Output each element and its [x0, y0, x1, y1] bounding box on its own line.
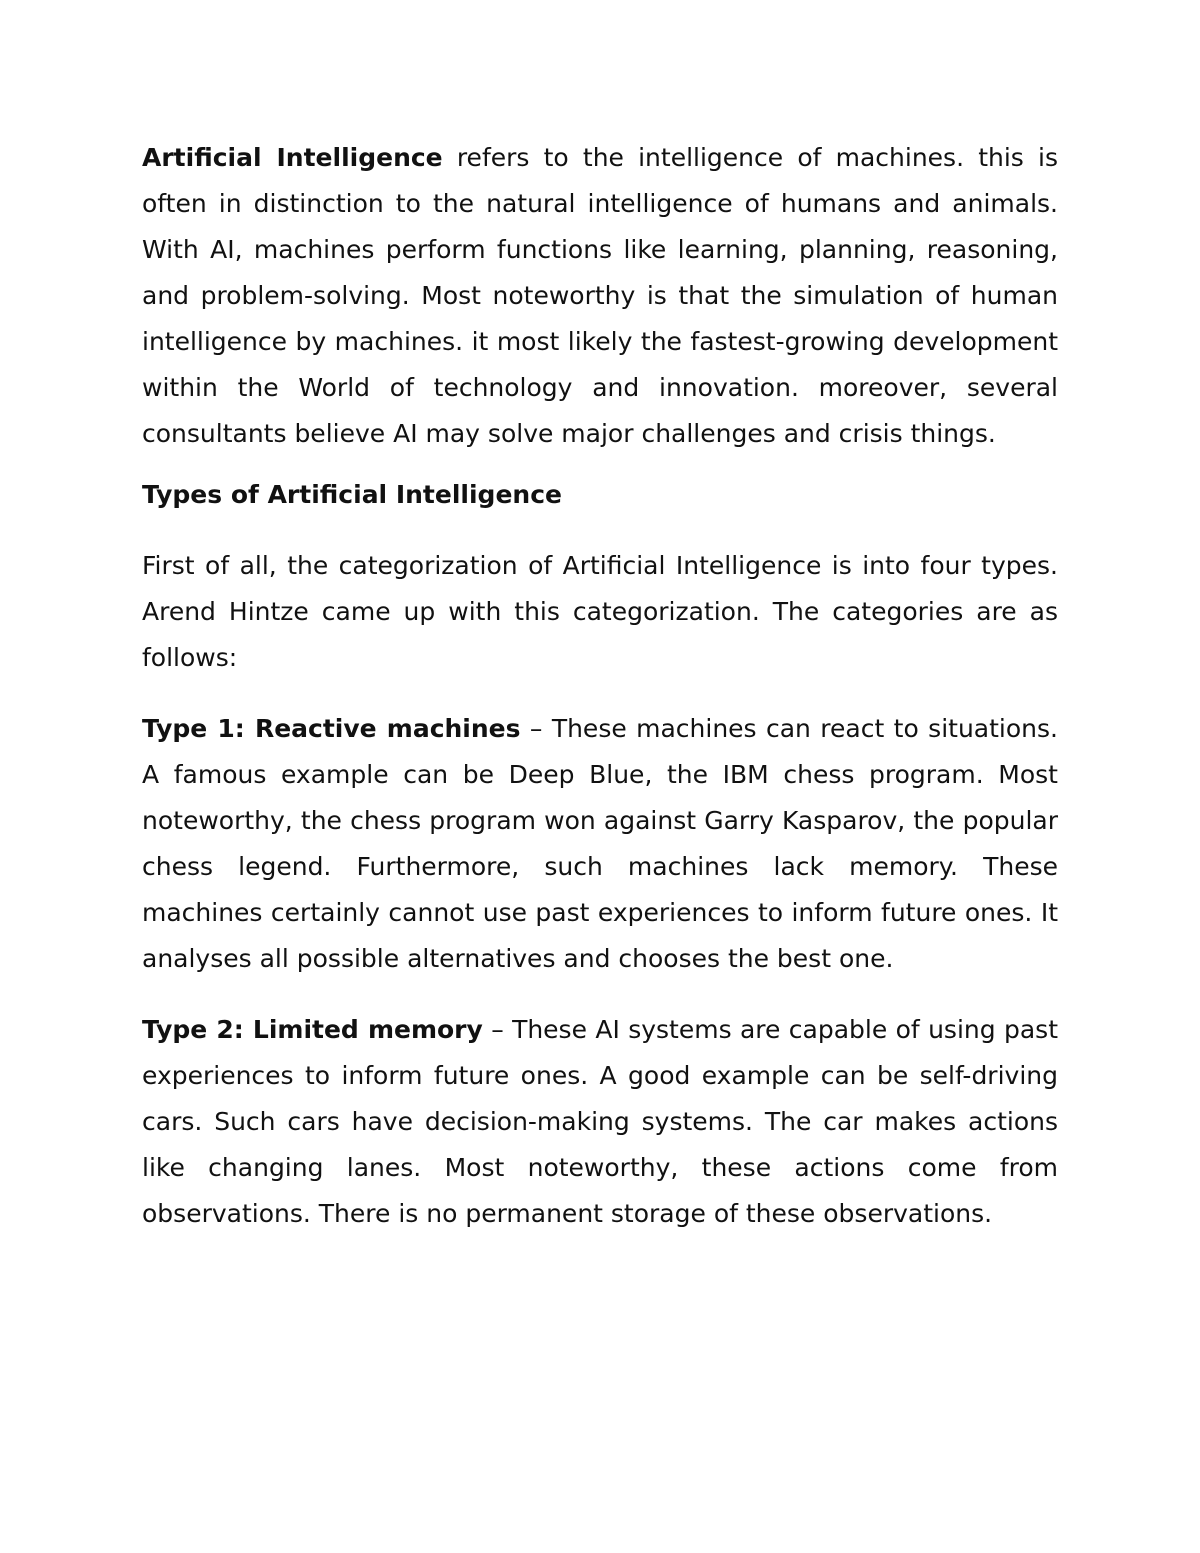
type1-label: Type 1: Reactive machines: [142, 714, 521, 743]
intro-paragraph: [142, 135, 1058, 457]
type1-text: – These machines can react to situations. A famous example can be Deep Blue, the IBM chess program. Most noteworthy, the chess program won against Garry Kasparov, the popular chess legend. Furthermore, such machines lack memory. These machines certainly cannot use past experiences to inform future ones. It analyses all possible alternatives and chooses the best one.: [142, 714, 1058, 973]
type1-paragraph: [142, 706, 1058, 982]
type2-label: Type 2: Limited memory: [142, 1015, 483, 1044]
type2-text: – These AI systems are capable of using past experiences to inform future ones. A good example can be self-driving cars. Such cars have decision-making systems. The car makes actions like changing lanes. Most noteworthy, these actions come from observations. There is no permanent storage of these observations.: [142, 1015, 1059, 1228]
intro-text: refers to the intelligence of machines. this is often in distinction to the natural intelligence of humans and animals. With AI, machines perform functions like learning, planning, reasoning, and problem-solving. Most noteworthy is that the simulation of human intelligence by machines. it most likely the fastest-growing development within the World of technology and innovation. moreover, several consultants believe AI may solve major challenges and crisis things.: [142, 143, 1058, 448]
document-page: [142, 135, 1058, 1237]
categorization-paragraph: First of all, the categorization of Artificial Intelligence is into four types. Arend Hintze came up with this categorization. The categories are as follows:: [142, 551, 1058, 672]
type2-paragraph: [142, 1007, 1058, 1237]
types-heading: Types of Artificial Intelligence: [142, 480, 562, 509]
intro-term: Artificial Intelligence: [142, 143, 443, 172]
